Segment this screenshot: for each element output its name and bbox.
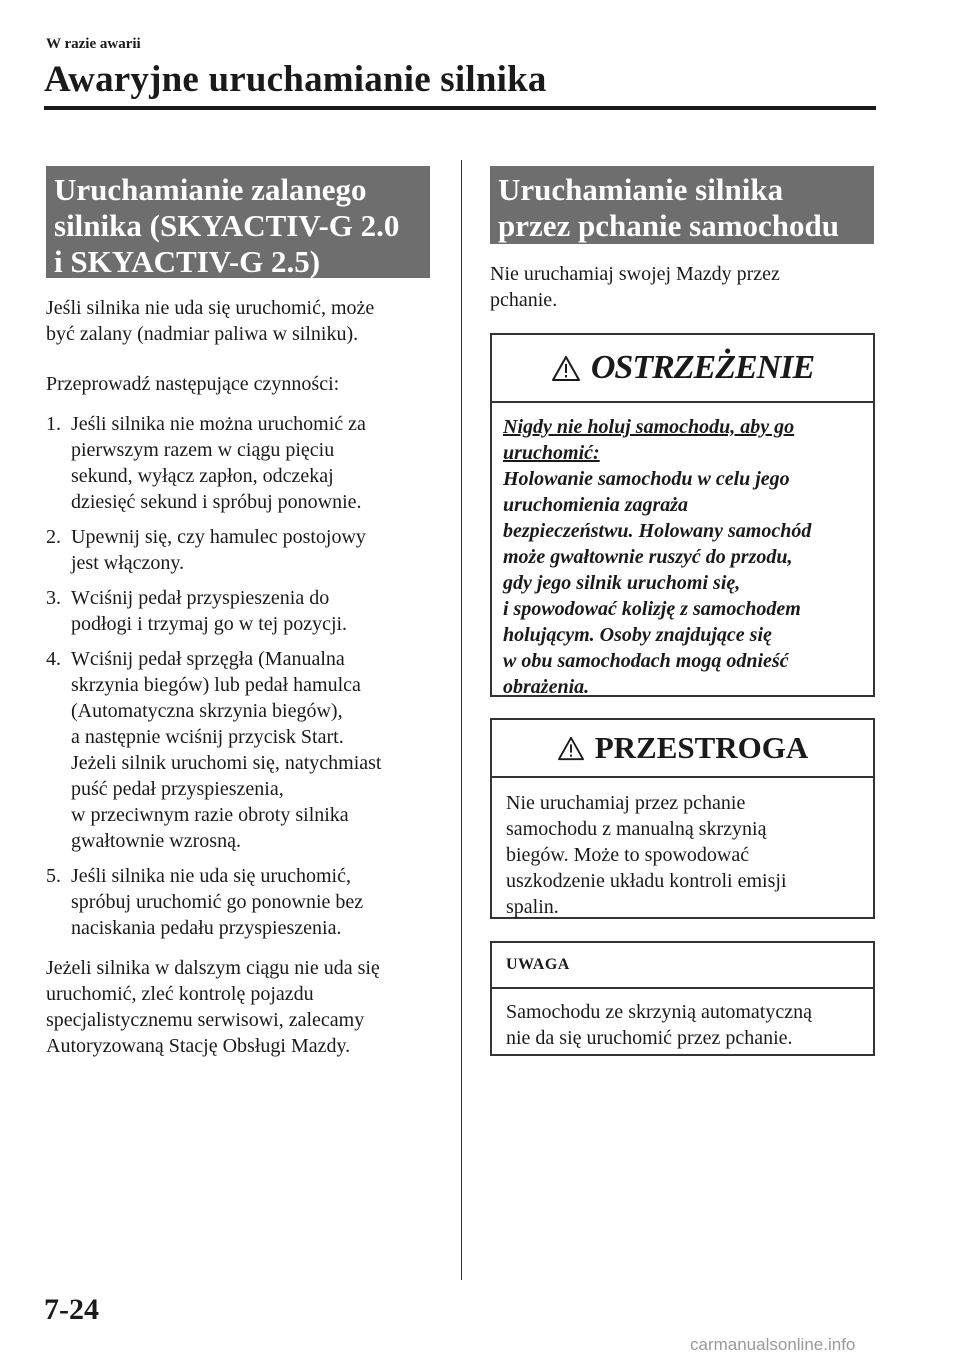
text-line: obrażenia. [503, 676, 590, 698]
page-title: Awaryjne uruchamianie silnika [44, 59, 547, 100]
heading-line: Uruchamianie zalanego [54, 172, 367, 207]
text-line: i spowodować kolizję z samochodem [503, 598, 801, 620]
text-line: puść pedał przyspieszenia, [71, 778, 284, 800]
text-line: w obu samochodach mogą odnieść [503, 650, 789, 672]
procedure-lead [46, 371, 339, 397]
heading-line: silnika (SKYACTIV-G 2.0 [54, 208, 400, 243]
text-line: podłogi i trzymaj go w tej pozycji. [71, 613, 348, 635]
text-line: Jeśli silnika nie można uruchomić za [71, 413, 366, 435]
text-line: Nie uruchamiaj przez pchanie [506, 792, 746, 814]
note-title: UWAGA [492, 943, 873, 989]
text-line: (Automatyczna skrzynia biegów), [71, 700, 343, 722]
warning-lead-line: Nigdy nie holuj samochodu, aby go [503, 416, 795, 438]
step-item [46, 863, 446, 941]
note-box [490, 941, 875, 1056]
text-line: Upewnij się, czy hamulec postojowy [71, 526, 366, 548]
column-divider [461, 160, 462, 1280]
text-line: uruchomić, zleć kontrolę pojazdu [46, 983, 314, 1005]
text-line: Wciśnij pedał sprzęgła (Manualna [71, 648, 345, 670]
text-line: Jeśli silnika nie uda się uruchomić, może [46, 297, 375, 319]
text-line: biegów. Może to spowodować [506, 844, 750, 866]
heading-line: przez pchanie samochodu [498, 208, 839, 243]
text-line: holującym. Osoby znajdujące się [503, 624, 772, 646]
procedure-steps [46, 411, 446, 950]
text-line: Przeprowadź następujące czynności: [46, 373, 340, 395]
text-line: Wciśnij pedał przyspieszenia do [71, 587, 330, 609]
page-number: 7-24 [44, 1293, 99, 1326]
warning-title: OSTRZEŻENIE [590, 349, 815, 386]
text-line: może gwałtownie ruszyć do przodu, [503, 546, 793, 568]
text-line: dziesięć sekund i spróbuj ponownie. [71, 491, 362, 513]
text-line: jest włączony. [71, 552, 185, 574]
text-line: uszkodzenie układu kontroli emisji [506, 870, 787, 892]
step-item [46, 411, 446, 515]
step-number: 2. [46, 526, 61, 548]
heading-line: Uruchamianie silnika [498, 172, 784, 207]
text-line: gdy jego silnik uruchomi się, [503, 572, 741, 594]
warning-header [492, 335, 873, 403]
breadcrumb: W razie awarii [46, 36, 141, 52]
closing-paragraph [46, 955, 380, 1059]
heading-line: i SKYACTIV-G 2.5) [54, 244, 321, 279]
warning-triangle-icon [557, 736, 585, 761]
caution-text [492, 778, 873, 920]
warning-text [492, 403, 873, 700]
text-line: gwałtownie wzrosną. [71, 830, 241, 852]
text-line: naciskania pedału przyspieszenia. [71, 917, 342, 939]
text-line: pierwszym razem w ciągu pięciu [71, 439, 335, 461]
section-heading-flooded-engine [46, 166, 430, 278]
step-number: 5. [46, 865, 61, 887]
text-line: w przeciwnym razie obroty silnika [71, 804, 349, 826]
section-heading-push-start [490, 166, 874, 244]
caution-box [490, 718, 875, 919]
caution-title: PRZESTROGA [594, 730, 809, 765]
text-line: uruchomienia zagraża [503, 494, 689, 516]
text-line: a następnie wciśnij przycisk Start. [71, 726, 344, 748]
step-number: 4. [46, 648, 61, 670]
text-line: Autoryzowaną Stację Obsługi Mazdy. [46, 1035, 351, 1057]
text-line: sekund, wyłącz zapłon, odczekaj [71, 465, 334, 487]
text-line: Holowanie samochodu w celu jego [503, 468, 790, 490]
text-line: Samochodu ze skrzynią automatyczną [506, 1001, 812, 1023]
text-line: być zalany (nadmiar paliwa w silniku). [46, 323, 359, 345]
text-line: specjalistycznemu serwisowi, zalecamy [46, 1009, 365, 1031]
text-line: Jeśli silnika nie uda się uruchomić, [71, 865, 351, 887]
step-item [46, 646, 446, 854]
text-line: spróbuj uruchomić go ponownie bez [71, 891, 364, 913]
text-line: Nie uruchamiaj swojej Mazdy przez [490, 263, 780, 285]
note-text [492, 989, 873, 1051]
intro-paragraph [490, 261, 780, 313]
intro-paragraph [46, 295, 374, 347]
text-line: pchanie. [490, 289, 558, 311]
caution-header [492, 720, 873, 778]
step-number: 1. [46, 413, 61, 435]
step-number: 3. [46, 587, 61, 609]
text-line: skrzynia biegów) lub pedał hamulca [71, 674, 361, 696]
text-line: Jeżeli silnik uruchomi się, natychmiast [71, 752, 382, 774]
warning-box [490, 333, 875, 697]
text-line: bezpieczeństwu. Holowany samochód [503, 520, 812, 542]
text-line: nie da się uruchomić przez pchanie. [506, 1027, 793, 1049]
text-line: spalin. [506, 896, 559, 918]
title-rule [44, 106, 876, 110]
text-line: Jeżeli silnika w dalszym ciągu nie uda się [46, 957, 380, 979]
step-item [46, 585, 446, 637]
warning-lead-line: uruchomić: [503, 442, 600, 464]
text-line: samochodu z manualną skrzynią [506, 818, 767, 840]
warning-triangle-icon [551, 355, 581, 382]
watermark: carmanualsonline.info [690, 1335, 856, 1354]
step-item [46, 524, 446, 576]
